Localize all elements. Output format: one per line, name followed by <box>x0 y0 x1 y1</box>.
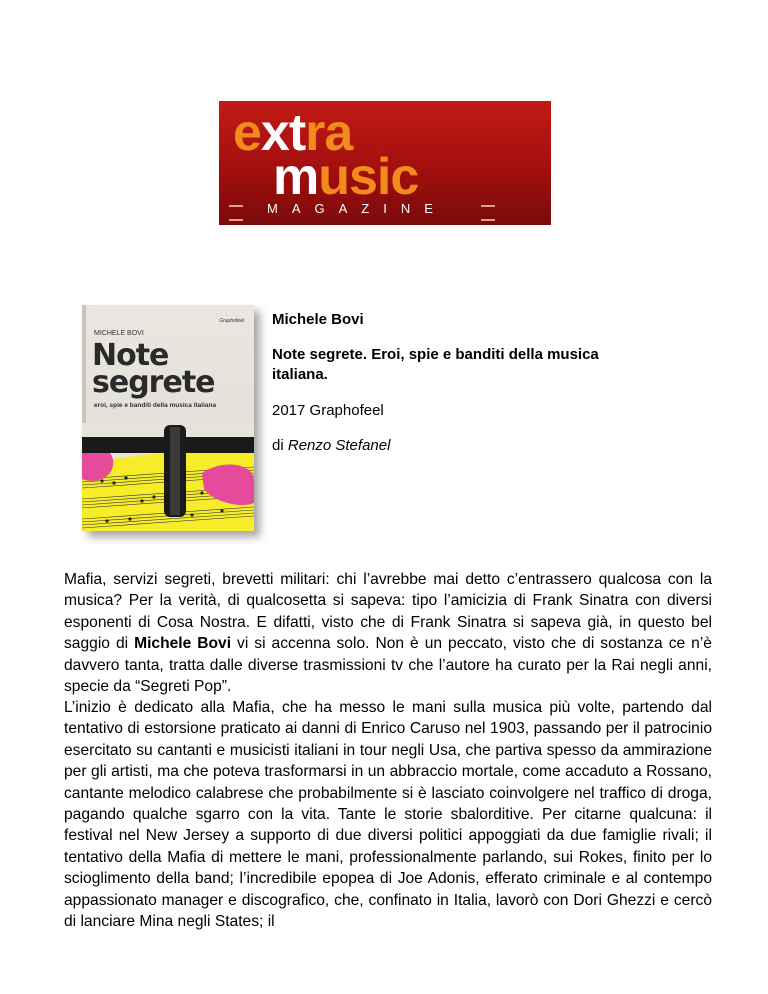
logo-word-magazine: MAGAZINE <box>267 201 447 216</box>
logo-dash <box>229 219 243 221</box>
cover-publisher: Graphofeel <box>219 318 244 324</box>
reviewer-name: Renzo Stefanel <box>287 437 391 454</box>
logo-dash <box>481 219 495 221</box>
book-title-line1: Note segrete. Eroi, spie e banditi della musica <box>272 346 599 363</box>
author-name-bold: Michele Bovi <box>134 635 232 653</box>
book-title-line2: italiana. <box>272 366 328 383</box>
book-cover-image <box>82 305 254 531</box>
book-reviewer: di Renzo Stefanel <box>272 437 391 454</box>
article-paragraph-1: Mafia, servizi segreti, brevetti militari: chi l’avrebbe mai detto c’entrassero qualcosa con la musica? Per la verità, di qualcosetta si sapeva: tipo l’amicizia di Frank Sinatra con diversi esponenti di Cosa Nostra. E difatti, visto che di Frank Sinatra si sapeva già, in questo bel saggio di Michele Bovi vi si accenna solo. Non è un peccato, visto che di sostanza ce n’è davvero tanta, tratta dalle diverse trasmissioni tv che l’autore ha curato per la Rai negli anni, specie da “Segreti Pop”. <box>64 571 712 696</box>
cover-subtitle: eroi, spie e banditi della musica italiana <box>94 402 217 409</box>
logo-word-music: music <box>273 148 419 206</box>
logo-dash <box>481 205 495 207</box>
book-year-publisher: 2017 Graphofeel <box>272 402 384 419</box>
magazine-logo <box>219 101 551 225</box>
logo-dash <box>229 205 243 207</box>
cover-artwork <box>82 423 254 531</box>
article-paragraph-2: L’inizio è dedicato alla Mafia, che ha messo le mani sulla musica più volte, partendo dal tentativo di estorsione praticato ai danni di Enrico Caruso nel 1903, passando per il patrocinio esercitato su cantanti e musicisti italiani in tour negli Usa, che partiva spesso da ammirazione per gli artisti, ma che poteva trasformarsi in un abbraccio mortale, come accaduto a Rossano, cantante melodico calabrese che probabilmente si è lasciato coinvolgere nel traffico di droga, pagando qualche sgarro con la vita. Tante le storie sbalorditive. Per citarne qualcuna: il festival nel New Jersey a supporto di due diversi politici appoggiati da due famiglie rivali; il tentativo della Mafia di mettere le mani, professionalmente parlando, sui Rokes, finito per lo scioglimento della band; l’incredibile epopea di Joe Adonis, efferato criminale e al contempo appassionato manager e discografico, che, confinato in Italia, lavorò con Dori Ghezzi e cercò di lanciare Mina negli States; il <box>64 699 712 931</box>
book-author: Michele Bovi <box>272 311 364 328</box>
cover-author: MICHELE BOVI <box>94 330 144 337</box>
logo-word-extra: extra <box>233 104 353 162</box>
cover-title: Note segrete <box>92 338 215 400</box>
